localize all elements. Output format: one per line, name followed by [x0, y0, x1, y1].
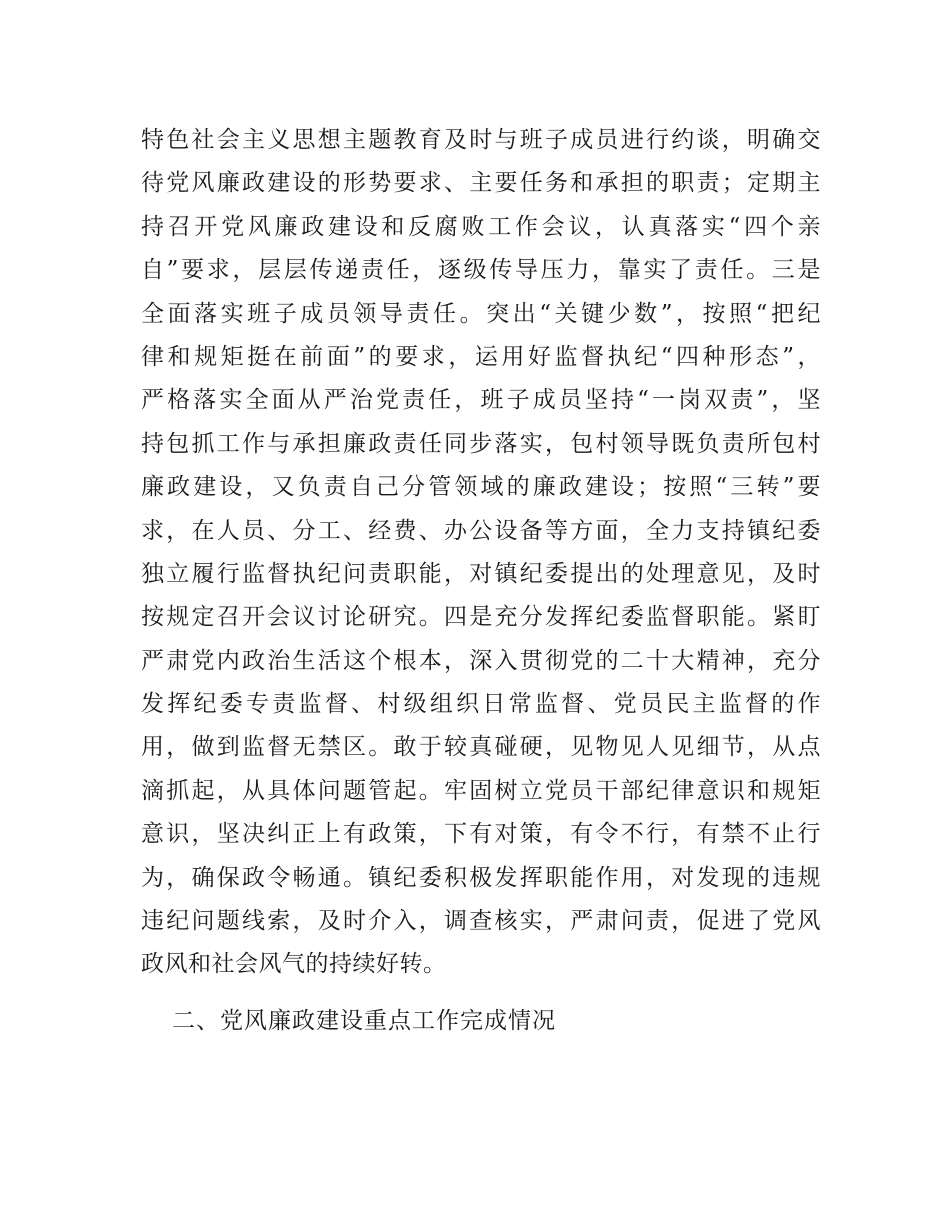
text-line: 发挥纪委专责监督、村级组织日常监督、党员民主监督的作: [141, 691, 821, 718]
text-line: 特色社会主义思想主题教育及时与班子成员进行约谈，明确交: [141, 127, 821, 153]
text-line: 廉政建设，又负责自己分管领域的廉政建设；按照“三转”要: [141, 474, 821, 501]
body-paragraph: [141, 119, 821, 987]
text-line: 持召开党风廉政建设和反腐败工作会议，认真落实“四个亲: [141, 213, 821, 240]
text-line: 政风和社会风气的持续好转。: [141, 951, 447, 978]
text-line: 为，确保政令畅通。镇纪委积极发挥职能作用，对发现的违规: [141, 864, 821, 891]
text-line: 独立履行监督执纪问责职能，对镇纪委提出的处理意见，及时: [141, 560, 821, 587]
text-line: 律和规矩挺在前面”的要求，运用好监督执纪“四种形态”，: [141, 343, 821, 370]
text-line: 滴抓起，从具体问题管起。牢固树立党员干部纪律意识和规矩: [141, 777, 821, 804]
text-line: 违纪问题线索，及时介入，调查核实，严肃问责，促进了党风: [141, 908, 821, 935]
text-line: 按规定召开会议讨论研究。四是充分发挥纪委监督职能。紧盯: [141, 604, 821, 631]
text-line: 求，在人员、分工、经费、办公设备等方面，全力支持镇纪委: [141, 517, 821, 544]
text-line: 严格落实全面从严治党责任，班子成员坚持“一岗双责”，坚: [141, 387, 821, 414]
text-line: 待党风廉政建设的形势要求、主要任务和承担的职责；定期主: [141, 170, 821, 197]
text-line: 用，做到监督无禁区。敢于较真碰硬，见物见人见细节，从点: [141, 734, 821, 761]
text-line: 严肃党内政治生活这个根本，深入贯彻党的二十大精神，充分: [141, 647, 821, 674]
text-line: 全面落实班子成员领导责任。突出“关键少数”，按照“把纪: [141, 300, 821, 327]
section-heading: 二、党风廉政建设重点工作完成情况: [172, 1008, 556, 1034]
text-line: 意识，坚决纠正上有政策，下有对策，有令不行，有禁不止行: [141, 821, 821, 848]
text-line: 自”要求，层层传递责任，逐级传导压力，靠实了责任。三是: [141, 257, 821, 284]
text-line: 持包抓工作与承担廉政责任同步落实，包村领导既负责所包村: [141, 430, 821, 457]
